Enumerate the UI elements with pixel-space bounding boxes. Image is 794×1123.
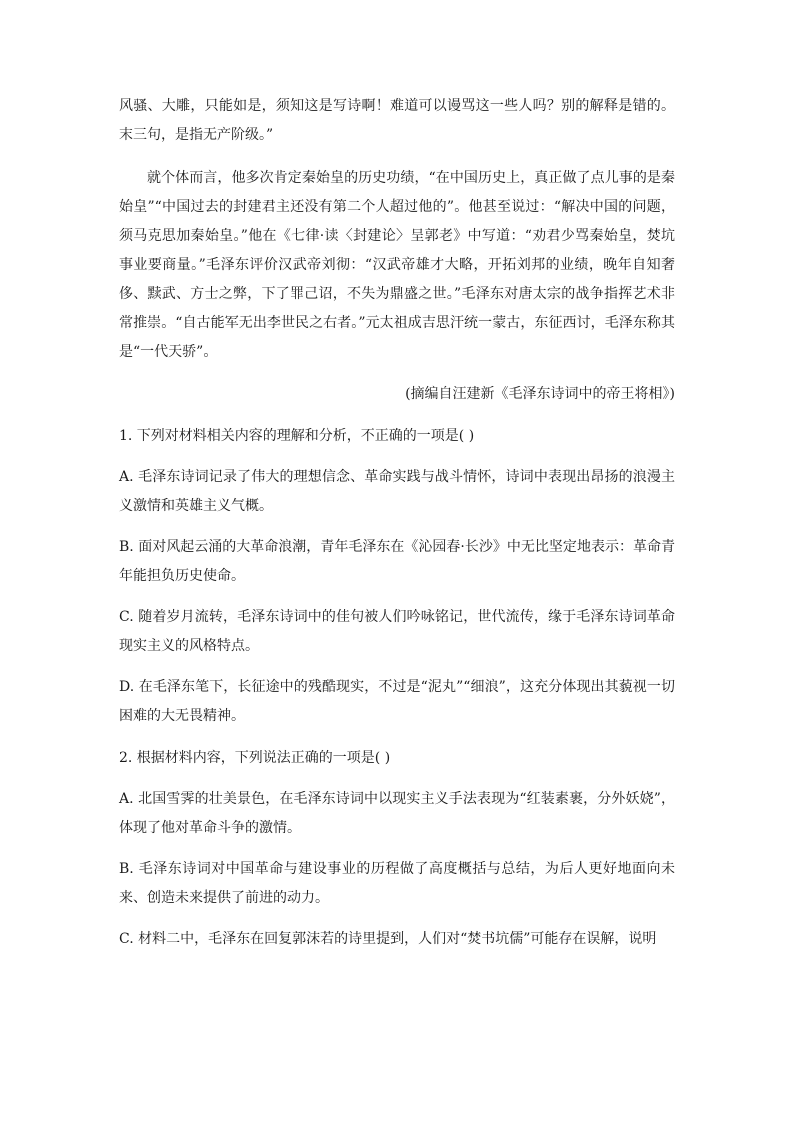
answer-option: A. 毛泽东诗词记录了伟大的理想信念、革命实践与战斗情怀，诗词中表现出昂扬的浪漫主义激情和英雄主义气概。 (119, 469, 675, 514)
document-page (119, 92, 675, 954)
answer-option: C. 材料二中，毛泽东在回复郭沫若的诗里提到，人们对“焚书坑儒”可能存在误解，说明 (119, 931, 657, 947)
question-block (119, 744, 675, 954)
answer-option: C. 随着岁月流转，毛泽东诗词中的佳句被人们吟咏铭记，世代流传，缘于毛泽东诗词革命现实主义的风格特点。 (119, 609, 675, 654)
answer-option: A. 北国雪霁的壮美景色，在毛泽东诗词中以现实主义手法表现为“红装素裹，分外妖娆”，体现了他对革命斗争的激情。 (119, 791, 675, 836)
question-stem: 1. 下列对材料相关内容的理解和分析，不正确的一项是( ) (119, 428, 475, 444)
question-block (119, 422, 675, 731)
passage-source: (摘编自汪建新《毛泽东诗词中的帝王将相》) (405, 386, 675, 402)
question-stem: 2. 根据材料内容，下列说法正确的一项是( ) (119, 750, 391, 766)
passage-paragraph: 就个体而言，他多次肯定秦始皇的历史功绩，“在中国历史上，真正做了点儿事的是秦始皇”“中国过去的封建君主还没有第二个人超过他的”。他甚至说过：“解决中国的问题，须马克思加秦始皇。”他在《七律·读〈封建论〉呈郭老》中写道：“劝君少骂秦始皇，焚坑事业要商量。”毛泽东评价汉武帝刘彻：“汉武帝雄才大略，开拓刘邦的业绩，晚年自知奢侈、黩武、方士之弊，下了罪己诏，不失为鼎盛之世。”毛泽东对唐太宗的战争指挥艺术非常推崇。“自古能军无出李世民之右者。”元太祖成吉思汗统一蒙古，东征西讨，毛泽东称其是“一代天骄”。 (119, 170, 675, 360)
answer-option: B. 毛泽东诗词对中国革命与建设事业的历程做了高度概括与总结，为后人更好地面向未来、创造未来提供了前进的动力。 (119, 861, 675, 906)
answer-option: B. 面对风起云涌的大革命浪潮，青年毛泽东在《沁园春·长沙》中无比坚定地表示：革命青年能担负历史使命。 (119, 539, 675, 584)
passage-paragraph: 风骚、大雕，只能如是，须知这是写诗啊！难道可以谩骂这一些人吗？别的解释是错的。末三句，是指无产阶级。” (119, 98, 675, 143)
answer-option: D. 在毛泽东笔下，长征途中的残酷现实，不过是“泥丸”“细浪”，这充分体现出其藐视一切困难的大无畏精神。 (119, 679, 675, 724)
